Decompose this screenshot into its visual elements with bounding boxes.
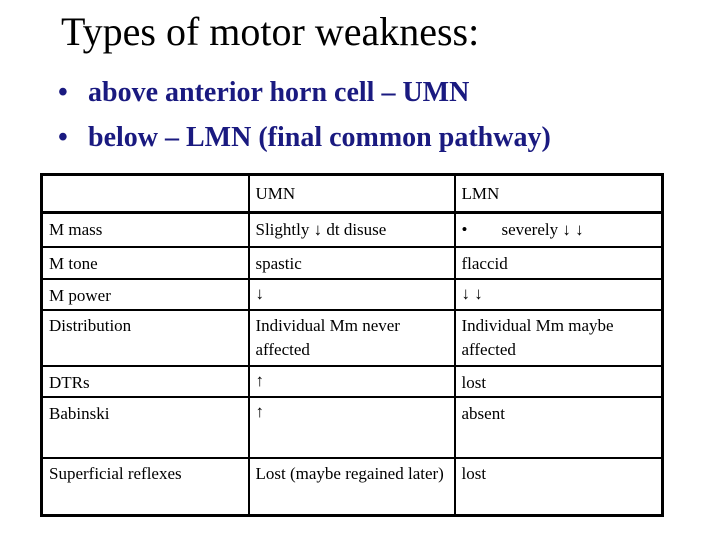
bullet-text: below – LMN (final common pathway) [88, 122, 551, 153]
bullet-text: above anterior horn cell – UMN [88, 77, 470, 108]
row-label: DTRs [42, 366, 249, 397]
umn-cell: ↓ [249, 279, 455, 310]
lmn-cell: • severely ↓ ↓ [455, 213, 663, 247]
row-label: Distribution [42, 310, 249, 366]
lmn-cell: flaccid [455, 247, 663, 279]
table-header-row [42, 175, 663, 213]
lmn-cell: lost [455, 366, 663, 397]
header-cell-lmn: LMN [455, 175, 663, 213]
lmn-cell: lost [455, 458, 663, 516]
table-row [42, 279, 663, 310]
bullet-list [58, 70, 551, 160]
bullet-symbol: • [58, 122, 68, 153]
bullet-item [58, 115, 551, 160]
header-cell-blank [42, 175, 249, 213]
row-label: M mass [42, 213, 249, 247]
row-label: Babinski [42, 397, 249, 458]
header-cell-umn: UMN [249, 175, 455, 213]
umn-cell: ↑ [249, 397, 455, 458]
row-label: Superficial reflexes [42, 458, 249, 516]
comparison-table [40, 173, 664, 517]
table-row [42, 366, 663, 397]
bullet-item [58, 70, 551, 115]
bullet-symbol: • [58, 77, 68, 108]
umn-cell: Slightly ↓ dt disuse [249, 213, 455, 247]
table-row [42, 458, 663, 516]
slide-title: Types of motor weakness: [61, 9, 480, 54]
umn-cell: ↑ [249, 366, 455, 397]
umn-cell: Individual Mm never affected [249, 310, 455, 366]
lmn-cell: absent [455, 397, 663, 458]
table-row [42, 397, 663, 458]
lmn-cell: Individual Mm maybe affected [455, 310, 663, 366]
umn-cell: spastic [249, 247, 455, 279]
row-label: M power [42, 279, 249, 310]
table-row [42, 213, 663, 247]
lmn-cell: ↓ ↓ [455, 279, 663, 310]
umn-cell: Lost (maybe regained later) [249, 458, 455, 516]
table-row [42, 310, 663, 366]
table-row [42, 247, 663, 279]
row-label: M tone [42, 247, 249, 279]
